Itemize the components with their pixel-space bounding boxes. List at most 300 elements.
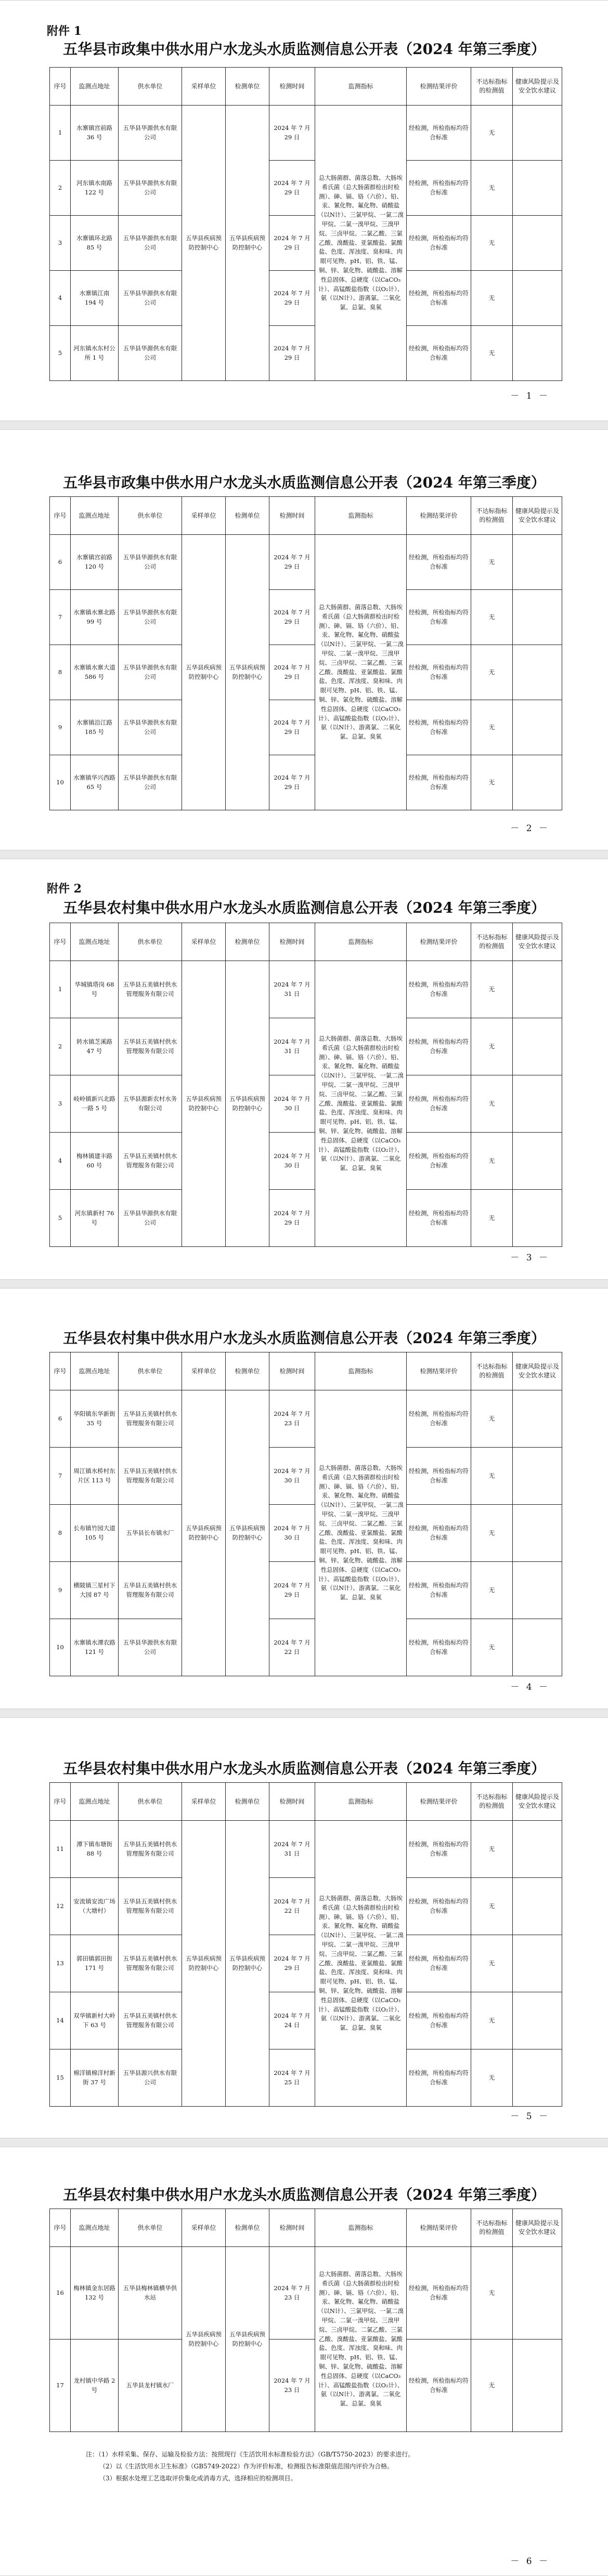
row-number-cell: 11 (50, 1821, 71, 1878)
table-header-cell: 检测单位 (226, 497, 269, 535)
document-page-2 (0, 429, 608, 850)
row-number-cell: 15 (50, 2049, 71, 2107)
table-header-cell: 检测时间 (269, 2209, 315, 2247)
noncompliant-value-cell: 无 (471, 961, 513, 1018)
health-advice-cell (513, 1992, 562, 2049)
row-number-cell: 4 (50, 271, 71, 326)
row-number-cell: 14 (50, 1992, 71, 2049)
table-header-cell: 监测指标 (315, 1783, 407, 1821)
evaluation-cell: 经检测，所检指标均符合标准 (407, 1992, 471, 2049)
table-header-cell: 监测点地址 (71, 497, 119, 535)
table-row (50, 1133, 562, 1190)
health-advice-cell (513, 755, 562, 810)
health-advice-cell (513, 1619, 562, 1676)
health-advice-cell (513, 1390, 562, 1448)
table-header-cell: 监测指标 (315, 68, 407, 106)
indicators-cell: 总大肠菌群、菌落总数、大肠埃希氏菌（总大肠菌群检出时检测）、砷、镉、铬（六价）、铅、汞、氰化物、氟化物、硝酸盐（以N计）、三氯甲烷、一氯二溴甲烷、二氯一溴甲烷、三溴甲烷、三卤甲烷、二氯乙酸、三氯乙酸、溴酸盐、亚氯酸盐、氯酸盐、色度、浑浊度、臭和味、肉眼可见物、pH、铝、铁、锰、铜、锌、氯化物、硫酸盐、溶解性总固体、总硬度（以CaCO₃计）、高锰酸盐指数（以O₂计）、氨（以N计）、游离氯、二氧化氯、总氯、臭氧 (315, 535, 407, 810)
table-header-cell: 监测指标 (315, 923, 407, 961)
table-title: 五华县市政集中供水用户水龙头水质监测信息公开表（2024 年第三季度） (63, 474, 546, 491)
evaluation-cell: 经检测，所检指标均符合标准 (407, 326, 471, 381)
document-page-1 (0, 0, 608, 421)
row-number-cell: 8 (50, 645, 71, 700)
row-number-cell: 2 (50, 161, 71, 216)
health-advice-cell (513, 106, 562, 161)
table-header-cell: 序号 (50, 497, 71, 535)
table-row (50, 1619, 562, 1676)
table-header-cell: 检测单位 (226, 2209, 269, 2247)
health-advice-cell (513, 2340, 562, 2432)
table-row (50, 271, 562, 326)
noncompliant-value-cell: 无 (471, 1878, 513, 1935)
table-row (50, 1992, 562, 2049)
row-number-cell: 3 (50, 216, 71, 271)
row-number-cell: 3 (50, 1075, 71, 1133)
noncompliant-value-cell: 无 (471, 2340, 513, 2432)
evaluation-cell: 经检测，所检指标均符合标准 (407, 1390, 471, 1448)
test-date-cell: 2024 年 7 月 30 日 (269, 1133, 315, 1190)
table-row (50, 2340, 562, 2432)
noncompliant-value-cell: 无 (471, 216, 513, 271)
tester-cell: 五华县疾病预防控制中心 (226, 961, 269, 1247)
health-advice-cell (513, 1075, 562, 1133)
document-page-6 (0, 2147, 608, 2576)
evaluation-cell: 经检测，所检指标均符合标准 (407, 961, 471, 1018)
test-date-cell: 2024 年 7 月 24 日 (269, 1992, 315, 2049)
table-header-cell: 采样单位 (182, 2209, 226, 2247)
table-header-cell: 序号 (50, 68, 71, 106)
evaluation-cell: 经检测，所检指标均符合标准 (407, 1190, 471, 1247)
noncompliant-value-cell: 无 (471, 1562, 513, 1619)
document-page-4 (0, 1288, 608, 1709)
noncompliant-value-cell: 无 (471, 1821, 513, 1878)
table-header-row (50, 1783, 562, 1821)
site-address-cell: 水寨镇水寨北路 99 号 (71, 590, 119, 645)
table-header-cell: 健康风险提示及安全饮水建议 (513, 2209, 562, 2247)
annex-label: 附件 1 (47, 24, 82, 38)
table-row (50, 1505, 562, 1562)
table-row (50, 1935, 562, 1992)
test-date-cell: 2024 年 7 月 29 日 (269, 1935, 315, 1992)
site-address-cell: 梅林镇建丰路 60 号 (71, 1133, 119, 1190)
table-row (50, 535, 562, 590)
table-header-cell: 监测点地址 (71, 2209, 119, 2247)
monitoring-table (49, 67, 562, 381)
noncompliant-value-cell: 无 (471, 1018, 513, 1075)
supplier-cell: 五华县华源供水有限公司 (119, 645, 182, 700)
row-number-cell: 9 (50, 700, 71, 755)
health-advice-cell (513, 645, 562, 700)
table-header-cell: 采样单位 (182, 1352, 226, 1390)
table-header-cell: 检测结果评价 (407, 68, 471, 106)
table-header-cell: 检测时间 (269, 1352, 315, 1390)
noncompliant-value-cell: 无 (471, 1133, 513, 1190)
table-header-cell: 采样单位 (182, 497, 226, 535)
table-header-cell: 检测单位 (226, 1352, 269, 1390)
test-date-cell: 2024 年 7 月 23 日 (269, 2247, 315, 2340)
row-number-cell: 6 (50, 1390, 71, 1448)
table-row (50, 216, 562, 271)
health-advice-cell (513, 961, 562, 1018)
table-header-cell: 监测指标 (315, 497, 407, 535)
test-date-cell: 2024 年 7 月 30 日 (269, 1505, 315, 1562)
evaluation-cell: 经检测，所检指标均符合标准 (407, 700, 471, 755)
table-header-cell: 采样单位 (182, 1783, 226, 1821)
table-row (50, 1390, 562, 1448)
table-header-cell: 供水单位 (119, 1783, 182, 1821)
table-row (50, 590, 562, 645)
monitoring-table (49, 2209, 562, 2432)
table-header-cell: 序号 (50, 2209, 71, 2247)
supplier-cell: 五华县五美镇村供水管理服务有限公司 (119, 1390, 182, 1448)
noncompliant-value-cell: 无 (471, 590, 513, 645)
test-date-cell: 2024 年 7 月 22 日 (269, 1878, 315, 1935)
supplier-cell: 五华县梅林镇横华供水站 (119, 2247, 182, 2340)
row-number-cell: 6 (50, 535, 71, 590)
table-header-cell: 监测指标 (315, 1352, 407, 1390)
site-address-cell: 河东镇水南路 122 号 (71, 161, 119, 216)
supplier-cell: 五华县五美镇村供水管理服务有限公司 (119, 1133, 182, 1190)
table-header-cell: 健康风险提示及安全饮水建议 (513, 1352, 562, 1390)
test-date-cell: 2024 年 7 月 23 日 (269, 1390, 315, 1448)
table-header-cell: 供水单位 (119, 923, 182, 961)
table-title: 五华县市政集中供水用户水龙头水质监测信息公开表（2024 年第三季度） (63, 41, 546, 58)
supplier-cell: 五华县华源供水有限公司 (119, 1619, 182, 1676)
row-number-cell: 4 (50, 1133, 71, 1190)
supplier-cell: 五华县长布镇水厂 (119, 1505, 182, 1562)
indicators-cell: 总大肠菌群、菌落总数、大肠埃希氏菌（总大肠菌群检出时检测）、砷、镉、铬（六价）、铅、汞、氰化物、氟化物、硝酸盐（以N计）、三氯甲烷、一氯二溴甲烷、二氯一溴甲烷、三溴甲烷、三卤甲烷、二氯乙酸、三氯乙酸、溴酸盐、亚氯酸盐、氯酸盐、色度、浑浊度、臭和味、肉眼可见物、pH、铝、铁、锰、铜、锌、氯化物、硫酸盐、溶解性总固体、总硬度（以CaCO₃计）、高锰酸盐指数（以O₂计）、氨（以N计）、游离氯、二氧化氯、总氯、臭氧 (315, 1390, 407, 1676)
noncompliant-value-cell: 无 (471, 1390, 513, 1448)
site-address-cell: 安流镇安流广场（大塘村） (71, 1878, 119, 1935)
table-header-cell: 不达标指标的检测值 (471, 497, 513, 535)
table-row (50, 1448, 562, 1505)
site-address-cell: 周江镇水桥村东片区 113 号 (71, 1448, 119, 1505)
health-advice-cell (513, 590, 562, 645)
table-row (50, 755, 562, 810)
table-header-row (50, 1352, 562, 1390)
evaluation-cell: 经检测，所检指标均符合标准 (407, 590, 471, 645)
tester-cell: 五华县疾病预防控制中心 (226, 1390, 269, 1676)
indicators-cell: 总大肠菌群、菌落总数、大肠埃希氏菌（总大肠菌群检出时检测）、砷、镉、铬（六价）、铅、汞、氰化物、氟化物、硝酸盐（以N计）、三氯甲烷、一氯二溴甲烷、二氯一溴甲烷、三溴甲烷、三卤甲烷、二氯乙酸、三氯乙酸、溴酸盐、亚氯酸盐、氯酸盐、色度、浑浊度、臭和味、肉眼可见物、pH、铝、铁、锰、铜、锌、氯化物、硫酸盐、溶解性总固体、总硬度（以CaCO₃计）、高锰酸盐指数（以O₂计）、氨（以N计）、游离氯、二氧化氯、总氯、臭氧 (315, 2247, 407, 2432)
test-date-cell: 2024 年 7 月 29 日 (269, 161, 315, 216)
table-row (50, 1190, 562, 1247)
table-header-cell: 健康风险提示及安全饮水建议 (513, 1783, 562, 1821)
evaluation-cell: 经检测，所检指标均符合标准 (407, 1075, 471, 1133)
table-header-cell: 监测点地址 (71, 1352, 119, 1390)
site-address-cell: 水寨镇江南 194 号 (71, 271, 119, 326)
table-row (50, 1878, 562, 1935)
monitoring-table (49, 1352, 562, 1676)
evaluation-cell: 经检测，所检指标均符合标准 (407, 535, 471, 590)
table-title: 五华县农村集中供水用户水龙头水质监测信息公开表（2024 年第三季度） (63, 2186, 546, 2203)
health-advice-cell (513, 216, 562, 271)
table-row (50, 1075, 562, 1133)
supplier-cell: 五华县华源供水有限公司 (119, 535, 182, 590)
supplier-cell: 五华县源兴供水有限公司 (119, 2049, 182, 2107)
supplier-cell: 五华县华源供水有限公司 (119, 1190, 182, 1247)
test-date-cell: 2024 年 7 月 31 日 (269, 1018, 315, 1075)
notes-block (86, 2449, 559, 2484)
noncompliant-value-cell: 无 (471, 645, 513, 700)
row-number-cell: 10 (50, 755, 71, 810)
sampler-cell: 五华县疾病预防控制中心 (182, 1821, 226, 2107)
document-page-5 (0, 1717, 608, 2138)
site-address-cell: 华城镇塔岗 68 号 (71, 961, 119, 1018)
monitoring-table (49, 496, 562, 810)
page-number: － 2 － (510, 823, 550, 834)
evaluation-cell: 经检测，所检指标均符合标准 (407, 271, 471, 326)
row-number-cell: 16 (50, 2247, 71, 2340)
table-row (50, 1821, 562, 1878)
test-date-cell: 2024 年 7 月 29 日 (269, 216, 315, 271)
evaluation-cell: 经检测，所检指标均符合标准 (407, 161, 471, 216)
table-header-cell: 序号 (50, 1352, 71, 1390)
site-address-cell: 河东镇新村 76 号 (71, 1190, 119, 1247)
table-row (50, 326, 562, 381)
table-header-cell: 检测单位 (226, 1783, 269, 1821)
table-header-cell: 检测时间 (269, 1783, 315, 1821)
table-header-cell: 健康风险提示及安全饮水建议 (513, 497, 562, 535)
supplier-cell: 五华县五美镇村供水管理服务有限公司 (119, 1562, 182, 1619)
evaluation-cell: 经检测，所检指标均符合标准 (407, 1562, 471, 1619)
table-header-cell: 检测结果评价 (407, 2209, 471, 2247)
supplier-cell: 五华县华源供水有限公司 (119, 271, 182, 326)
table-header-cell: 监测点地址 (71, 68, 119, 106)
table-header-cell: 采样单位 (182, 68, 226, 106)
test-date-cell: 2024 年 7 月 29 日 (269, 1562, 315, 1619)
table-row (50, 2247, 562, 2340)
table-header-cell: 检测结果评价 (407, 1783, 471, 1821)
table-header-cell: 健康风险提示及安全饮水建议 (513, 68, 562, 106)
site-address-cell: 水寨镇环北路 85 号 (71, 216, 119, 271)
health-advice-cell (513, 1935, 562, 1992)
table-header-row (50, 923, 562, 961)
noncompliant-value-cell: 无 (471, 1190, 513, 1247)
table-header-cell: 监测点地址 (71, 1783, 119, 1821)
evaluation-cell: 经检测，所检指标均符合标准 (407, 2049, 471, 2107)
health-advice-cell (513, 1448, 562, 1505)
test-date-cell: 2024 年 7 月 29 日 (269, 271, 315, 326)
table-row (50, 1562, 562, 1619)
page-number: － 5 － (510, 2111, 550, 2122)
health-advice-cell (513, 1821, 562, 1878)
health-advice-cell (513, 1133, 562, 1190)
noncompliant-value-cell: 无 (471, 2247, 513, 2340)
evaluation-cell: 经检测，所检指标均符合标准 (407, 1448, 471, 1505)
sampler-cell: 五华县疾病预防控制中心 (182, 2247, 226, 2432)
supplier-cell: 五华县五美镇村供水管理服务有限公司 (119, 1935, 182, 1992)
site-address-cell: 转水镇芝溪路 47 号 (71, 1018, 119, 1075)
supplier-cell: 五华县五美镇村供水管理服务有限公司 (119, 1821, 182, 1878)
table-header-cell: 供水单位 (119, 68, 182, 106)
noncompliant-value-cell: 无 (471, 1992, 513, 2049)
tester-cell: 五华县疾病预防控制中心 (226, 2247, 269, 2432)
evaluation-cell: 经检测，所检指标均符合标准 (407, 2340, 471, 2432)
note-line: （3）根据水处理工艺选取评价集化或消毒方式，选择相应的检测项目。 (99, 2474, 297, 2482)
sampler-cell: 五华县疾病预防控制中心 (182, 1390, 226, 1676)
noncompliant-value-cell: 无 (471, 326, 513, 381)
noncompliant-value-cell: 无 (471, 106, 513, 161)
row-number-cell: 5 (50, 326, 71, 381)
table-header-cell: 序号 (50, 923, 71, 961)
supplier-cell: 五华县华源供水有限公司 (119, 216, 182, 271)
noncompliant-value-cell: 无 (471, 1448, 513, 1505)
health-advice-cell (513, 1878, 562, 1935)
table-row (50, 645, 562, 700)
site-address-cell: 华阳镇东华新街 35 号 (71, 1390, 119, 1448)
noncompliant-value-cell: 无 (471, 1075, 513, 1133)
table-header-cell: 不达标指标的检测值 (471, 2209, 513, 2247)
row-number-cell: 12 (50, 1878, 71, 1935)
row-number-cell: 2 (50, 1018, 71, 1075)
site-address-cell: 水寨镇沿江路 185 号 (71, 700, 119, 755)
evaluation-cell: 经检测，所检指标均符合标准 (407, 106, 471, 161)
table-header-cell: 供水单位 (119, 1352, 182, 1390)
health-advice-cell (513, 1562, 562, 1619)
row-number-cell: 17 (50, 2340, 71, 2432)
evaluation-cell: 经检测，所检指标均符合标准 (407, 645, 471, 700)
table-header-cell: 供水单位 (119, 2209, 182, 2247)
row-number-cell: 1 (50, 106, 71, 161)
supplier-cell: 五华县华源供水有限公司 (119, 590, 182, 645)
table-header-cell: 不达标指标的检测值 (471, 923, 513, 961)
evaluation-cell: 经检测，所检指标均符合标准 (407, 1878, 471, 1935)
page-number: － 4 － (510, 1682, 550, 1692)
row-number-cell: 5 (50, 1190, 71, 1247)
row-number-cell: 8 (50, 1505, 71, 1562)
table-title: 五华县农村集中供水用户水龙头水质监测信息公开表（2024 年第三季度） (63, 1760, 546, 1777)
site-address-cell: 水寨镇宫前路 120 号 (71, 535, 119, 590)
monitoring-table (49, 923, 562, 1247)
health-advice-cell (513, 161, 562, 216)
sampler-cell: 五华县疾病预防控制中心 (182, 535, 226, 810)
evaluation-cell: 经检测，所检指标均符合标准 (407, 1821, 471, 1878)
evaluation-cell: 经检测，所检指标均符合标准 (407, 216, 471, 271)
table-row (50, 106, 562, 161)
table-header-cell: 不达标指标的检测值 (471, 1783, 513, 1821)
monitoring-table (49, 1782, 562, 2107)
site-address-cell: 棉洋镇棉洋村新街 37 号 (71, 2049, 119, 2107)
test-date-cell: 2024 年 7 月 29 日 (269, 106, 315, 161)
table-title: 五华县农村集中供水用户水龙头水质监测信息公开表（2024 年第三季度） (63, 899, 546, 916)
row-number-cell: 7 (50, 590, 71, 645)
health-advice-cell (513, 2049, 562, 2107)
test-date-cell: 2024 年 7 月 29 日 (269, 1190, 315, 1247)
tester-cell: 五华县疾病预防控制中心 (226, 106, 269, 381)
noncompliant-value-cell: 无 (471, 1935, 513, 1992)
note-line: （2）以《生活饮用水卫生标准》（GB5749-2022）作为评价标准，检测报告标准限值范围内评价为合格。 (99, 2462, 394, 2470)
site-address-cell: 横陂镇三星村下大园 87 号 (71, 1562, 119, 1619)
supplier-cell: 五华县五美镇村供水管理服务有限公司 (119, 1018, 182, 1075)
evaluation-cell: 经检测，所检指标均符合标准 (407, 1619, 471, 1676)
test-date-cell: 2024 年 7 月 29 日 (269, 590, 315, 645)
test-date-cell: 2024 年 7 月 29 日 (269, 326, 315, 381)
page-number: － 3 － (510, 1253, 550, 1263)
site-address-cell: 龙村镇中华路 2 号 (71, 2340, 119, 2432)
table-row (50, 961, 562, 1018)
health-advice-cell (513, 535, 562, 590)
supplier-cell: 五华县华源供水有限公司 (119, 755, 182, 810)
table-header-cell: 检测时间 (269, 497, 315, 535)
evaluation-cell: 经检测，所检指标均符合标准 (407, 1018, 471, 1075)
table-header-cell: 检测结果评价 (407, 923, 471, 961)
table-header-cell: 采样单位 (182, 923, 226, 961)
table-header-cell: 检测结果评价 (407, 1352, 471, 1390)
evaluation-cell: 经检测，所检指标均符合标准 (407, 1935, 471, 1992)
table-header-cell: 检测时间 (269, 923, 315, 961)
row-number-cell: 13 (50, 1935, 71, 1992)
test-date-cell: 2024 年 7 月 23 日 (269, 2340, 315, 2432)
page-number: － 6 － (510, 2556, 550, 2567)
table-header-cell: 序号 (50, 1783, 71, 1821)
row-number-cell: 9 (50, 1562, 71, 1619)
evaluation-cell: 经检测，所检指标均符合标准 (407, 1133, 471, 1190)
test-date-cell: 2024 年 7 月 31 日 (269, 1821, 315, 1878)
health-advice-cell (513, 1190, 562, 1247)
evaluation-cell: 经检测，所检指标均符合标准 (407, 1505, 471, 1562)
site-address-cell: 双华镇新村大岭下 63 号 (71, 1992, 119, 2049)
table-row (50, 161, 562, 216)
test-date-cell: 2024 年 7 月 30 日 (269, 1075, 315, 1133)
noncompliant-value-cell: 无 (471, 755, 513, 810)
site-address-cell: 岐岭镇新兴北路一路 5 号 (71, 1075, 119, 1133)
health-advice-cell (513, 326, 562, 381)
supplier-cell: 五华县华源供水有限公司 (119, 326, 182, 381)
table-header-cell: 不达标指标的检测值 (471, 68, 513, 106)
table-header-row (50, 2209, 562, 2247)
test-date-cell: 2024 年 7 月 29 日 (269, 535, 315, 590)
test-date-cell: 2024 年 7 月 29 日 (269, 645, 315, 700)
indicators-cell: 总大肠菌群、菌落总数、大肠埃希氏菌（总大肠菌群检出时检测）、砷、镉、铬（六价）、铅、汞、氰化物、氟化物、硝酸盐（以N计）、三氯甲烷、一氯二溴甲烷、二氯一溴甲烷、三溴甲烷、三卤甲烷、二氯乙酸、三氯乙酸、溴酸盐、亚氯酸盐、氯酸盐、色度、浑浊度、臭和味、肉眼可见物、pH、铝、铁、锰、铜、锌、氯化物、硫酸盐、溶解性总固体、总硬度（以CaCO₃计）、高锰酸盐指数（以O₂计）、氨（以N计）、游离氯、二氧化氯、总氯、臭氧 (315, 1821, 407, 2107)
indicators-cell: 总大肠菌群、菌落总数、大肠埃希氏菌（总大肠菌群检出时检测）、砷、镉、铬（六价）、铅、汞、氰化物、氟化物、硝酸盐（以N计）、三氯甲烷、一氯二溴甲烷、二氯一溴甲烷、三溴甲烷、三卤甲烷、二氯乙酸、三氯乙酸、溴酸盐、亚氯酸盐、氯酸盐、色度、浑浊度、臭和味、肉眼可见物、pH、铝、铁、锰、铜、锌、氯化物、硫酸盐、溶解性总固体、总硬度（以CaCO₃计）、高锰酸盐指数（以O₂计）、氨（以N计）、游离氯、二氧化氯、总氯、臭氧 (315, 106, 407, 381)
supplier-cell: 五华县华源供水有限公司 (119, 106, 182, 161)
site-address-cell: 长布镇竹园大道 105 号 (71, 1505, 119, 1562)
site-address-cell: 水寨镇华兴西路 65 号 (71, 755, 119, 810)
test-date-cell: 2024 年 7 月 29 日 (269, 755, 315, 810)
supplier-cell: 五华县五美镇村供水管理服务有限公司 (119, 961, 182, 1018)
health-advice-cell (513, 1018, 562, 1075)
sampler-cell: 五华县疾病预防控制中心 (182, 106, 226, 381)
test-date-cell: 2024 年 7 月 31 日 (269, 961, 315, 1018)
noncompliant-value-cell: 无 (471, 1619, 513, 1676)
noncompliant-value-cell: 无 (471, 535, 513, 590)
evaluation-cell: 经检测，所检指标均符合标准 (407, 2247, 471, 2340)
supplier-cell: 五华县龙村镇水厂 (119, 2340, 182, 2432)
document-page-3 (0, 859, 608, 1280)
tester-cell: 五华县疾病预防控制中心 (226, 535, 269, 810)
supplier-cell: 五华县五美镇村供水管理服务有限公司 (119, 1878, 182, 1935)
site-address-cell: 郭田镇郭田街 171 号 (71, 1935, 119, 1992)
health-advice-cell (513, 700, 562, 755)
table-header-cell: 检测时间 (269, 68, 315, 106)
table-header-cell: 供水单位 (119, 497, 182, 535)
supplier-cell: 五华县五美镇村供水管理服务有限公司 (119, 1448, 182, 1505)
table-header-cell: 监测点地址 (71, 923, 119, 961)
test-date-cell: 2024 年 7 月 25 日 (269, 2049, 315, 2107)
table-header-cell: 检测单位 (226, 68, 269, 106)
tester-cell: 五华县疾病预防控制中心 (226, 1821, 269, 2107)
noncompliant-value-cell: 无 (471, 2049, 513, 2107)
table-row (50, 2049, 562, 2107)
table-header-cell: 不达标指标的检测值 (471, 1352, 513, 1390)
supplier-cell: 五华县五美镇村供水管理服务有限公司 (119, 1992, 182, 2049)
supplier-cell: 五华县华源供水有限公司 (119, 161, 182, 216)
noncompliant-value-cell: 无 (471, 271, 513, 326)
row-number-cell: 7 (50, 1448, 71, 1505)
site-address-cell: 水寨镇水潭农路 121 号 (71, 1619, 119, 1676)
test-date-cell: 2024 年 7 月 22 日 (269, 1619, 315, 1676)
table-header-row (50, 497, 562, 535)
test-date-cell: 2024 年 7 月 29 日 (269, 700, 315, 755)
